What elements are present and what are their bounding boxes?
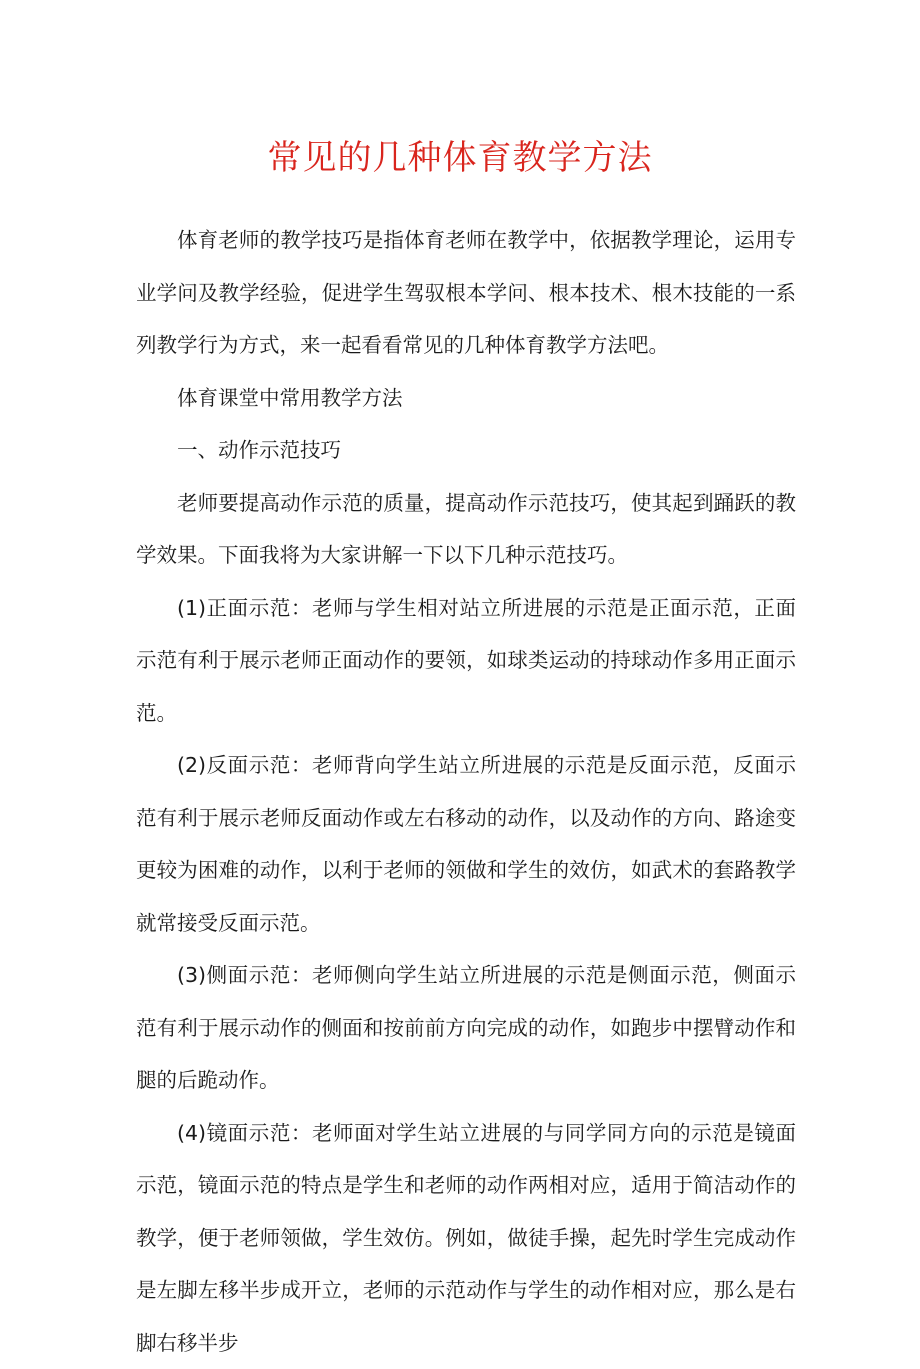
paragraph-subheading-demonstration: 一、动作示范技巧 bbox=[136, 424, 796, 477]
document-body bbox=[136, 214, 796, 1369]
paragraph-mirror-demonstration: (4)镜面示范：老师面对学生站立进展的与同学同方向的示范是镜面示范，镜面示范的特点是学生和老师的动作两相对应，适用于简洁动作的教学，便于老师领做，学生效仿。例如，做徒手操，起先时学生完成动作是左脚左移半步成开立，老师的示范动作与学生的动作相对应，那么是右脚右移半步 bbox=[136, 1107, 796, 1369]
paragraph-front-demonstration: (1)正面示范：老师与学生相对站立所进展的示范是正面示范，正面示范有利于展示老师正面动作的要领，如球类运动的持球动作多用正面示范。 bbox=[136, 582, 796, 740]
paragraph-side-demonstration: (3)侧面示范：老师侧向学生站立所进展的示范是侧面示范，侧面示范有利于展示动作的侧面和按前前方向完成的动作，如跑步中摆臂动作和腿的后跪动作。 bbox=[136, 949, 796, 1107]
paragraph-demonstration-intro: 老师要提高动作示范的质量，提高动作示范技巧，使其起到踊跃的教学效果。下面我将为大家讲解一下以下几种示范技巧。 bbox=[136, 477, 796, 582]
paragraph-intro: 体育老师的教学技巧是指体育老师在教学中，依据教学理论，运用专业学问及教学经验，促进学生驾驭根本学问、根本技术、根木技能的一系列教学行为方式，来一起看看常见的几种体育教学方法吧。 bbox=[136, 214, 796, 372]
paragraph-section-heading: 体育课堂中常用教学方法 bbox=[136, 372, 796, 425]
document-title: 常见的几种体育教学方法 bbox=[0, 134, 920, 182]
paragraph-back-demonstration: (2)反面示范：老师背向学生站立所进展的示范是反面示范，反面示范有利于展示老师反面动作或左右移动的动作，以及动作的方向、路途变更较为困难的动作，以利于老师的领做和学生的效仿，如武术的套路教学就常接受反面示范。 bbox=[136, 739, 796, 949]
